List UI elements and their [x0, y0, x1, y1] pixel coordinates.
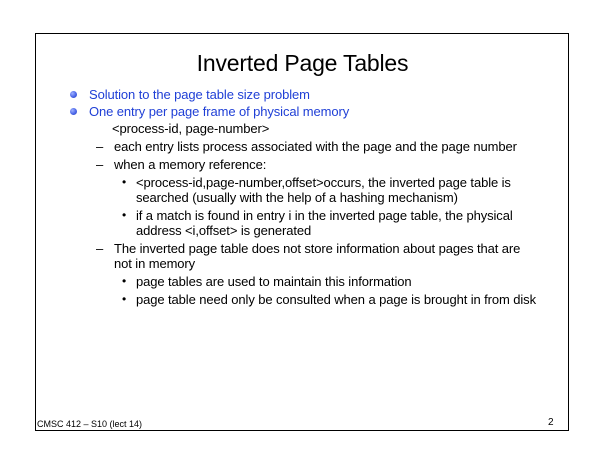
- sub-bullet-item: [70, 208, 540, 238]
- sub-bullet-text: if a match is found in entry i in the inverted page table, the physical address <i,offset> is generated: [136, 208, 513, 238]
- sub-bullet-marker: •: [122, 175, 127, 189]
- entry-format: <process-id, page-number>: [112, 121, 270, 136]
- page-number: 2: [548, 417, 554, 428]
- dash-marker: –: [96, 241, 104, 256]
- dash-marker: –: [96, 157, 104, 172]
- slide-title: Inverted Page Tables: [196, 50, 409, 76]
- dash-item: [70, 157, 540, 172]
- bullet-text: One entry per page frame of physical memory: [89, 104, 350, 119]
- dash-item: [70, 241, 540, 271]
- dash-text: each entry lists process associated with the page and the page number: [114, 139, 517, 154]
- footer-course: CMSC 412 – S10 (lect 14): [37, 419, 143, 429]
- dash-text: The inverted page table does not store information about pages that are not in memory: [114, 241, 521, 271]
- sub-bullet-item: [70, 175, 540, 205]
- slide-content: [70, 87, 540, 310]
- bullet-item: [70, 87, 540, 102]
- sub-bullet-text: <process-id,page-number,offset>occurs, the inverted page table is searched (usually with the help of a hashing mechanism): [136, 175, 511, 205]
- bullet-text: Solution to the page table size problem: [89, 87, 310, 102]
- sub-bullet-text: page tables are used to maintain this information: [136, 274, 412, 289]
- dash-marker: –: [96, 139, 104, 154]
- sub-bullet-marker: •: [122, 274, 127, 288]
- sub-bullet-item: [70, 274, 540, 289]
- bullet-dot-icon: [70, 108, 77, 115]
- sub-bullet-marker: •: [122, 292, 127, 306]
- sub-bullet-marker: •: [122, 208, 127, 222]
- bullet-item: [70, 104, 540, 119]
- dash-text: when a memory reference:: [114, 157, 267, 172]
- dash-item: [70, 139, 540, 154]
- sub-bullet-item: [70, 292, 540, 307]
- sub-bullet-text: page table need only be consulted when a page is brought in from disk: [136, 292, 536, 307]
- bullet-dot-icon: [70, 91, 77, 98]
